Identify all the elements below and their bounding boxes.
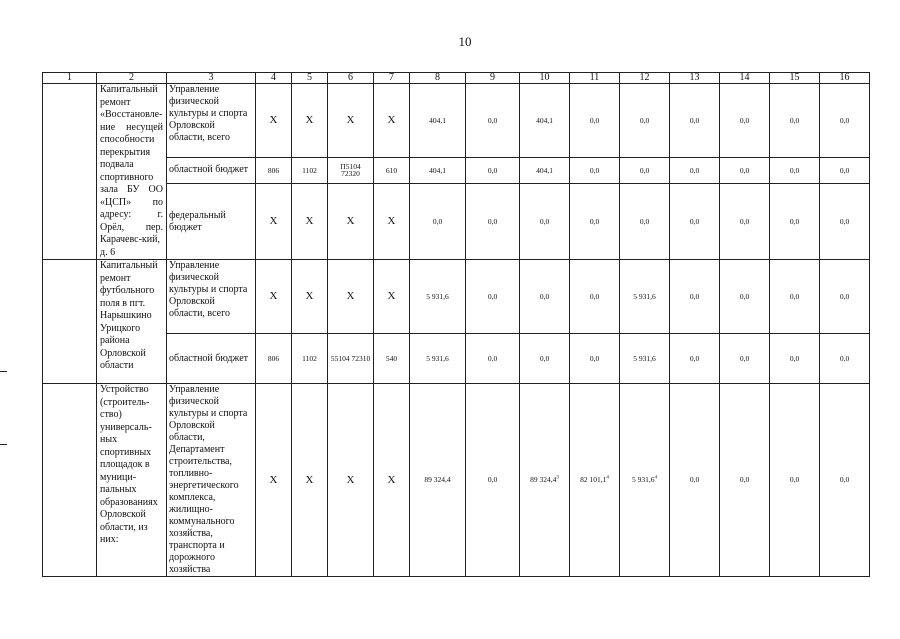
footnote-ref: 4: [606, 475, 609, 481]
value-cell: 0,0: [466, 84, 520, 158]
empty-cell: [43, 84, 97, 260]
table-row: [43, 184, 870, 260]
value-text: 89 324,4: [530, 475, 557, 485]
kbk-cell: Х: [256, 260, 292, 334]
column-number: 15: [770, 73, 820, 84]
kbk-cell: Х: [328, 184, 374, 260]
value-cell: 0,0: [670, 384, 720, 577]
value-cell: [620, 384, 670, 577]
column-number: 16: [820, 73, 870, 84]
value-cell: 5 931,6: [410, 334, 466, 384]
table-row: [43, 260, 870, 334]
kbk-cell: 55104 72310: [328, 334, 374, 384]
column-number: 1: [43, 73, 97, 84]
object-name: Капитальный ремонт «Восстановле-ние несущей способности перекрытия подвала спортивного зала БУ ОО «ЦСП» по адресу: г. Орёл, пер. Карачевс-кий, д. 6: [97, 84, 167, 260]
value-cell: 0,0: [720, 157, 770, 184]
owner-cell: Управление физической культуры и спорта Орловской области, всего: [167, 260, 256, 334]
value-text: 5 931,6: [632, 475, 655, 485]
column-number: 4: [256, 73, 292, 84]
value-cell: 0,0: [770, 157, 820, 184]
kbk-cell: Х: [292, 184, 328, 260]
object-name: Устройство (строитель-ство) универсаль-ных спортивных площадок в муници-пальных образованиях Орловской области, из них:: [97, 384, 167, 577]
kbk-cell: 540: [374, 334, 410, 384]
value-cell: 0,0: [620, 184, 670, 260]
value-cell: 0,0: [670, 157, 720, 184]
owner-cell: областной бюджет: [167, 157, 256, 184]
object-name: Капитальный ремонт футбольного поля в пгт. Нарышкино Урицкого района Орловской области: [97, 260, 167, 384]
value-cell: 0,0: [466, 334, 520, 384]
value-cell: 404,1: [520, 157, 570, 184]
table-row: [43, 384, 870, 577]
value-cell: 0,0: [770, 384, 820, 577]
kbk-cell: Х: [292, 260, 328, 334]
margin-mark: [0, 444, 7, 445]
kbk-cell: Х: [292, 84, 328, 158]
value-cell: 0,0: [466, 260, 520, 334]
column-number: 5: [292, 73, 328, 84]
value-cell: 0,0: [570, 184, 620, 260]
value-cell: 0,0: [720, 334, 770, 384]
owner-cell: федеральный бюджет: [167, 184, 256, 260]
value-cell: 0,0: [670, 84, 720, 158]
value-cell: 0,0: [720, 260, 770, 334]
value-cell: 0,0: [720, 184, 770, 260]
column-number: 6: [328, 73, 374, 84]
column-number: 8: [410, 73, 466, 84]
value-cell: 0,0: [820, 184, 870, 260]
kbk-cell: П5104 72320: [328, 157, 374, 184]
owner-cell: Управление физической культуры и спорта Орловской области, всего: [167, 84, 256, 158]
value-cell: 0,0: [620, 84, 670, 158]
kbk-cell: Х: [328, 84, 374, 158]
value-cell: 0,0: [770, 84, 820, 158]
column-number: 12: [620, 73, 670, 84]
value-cell: 0,0: [520, 184, 570, 260]
margin-mark: [0, 371, 7, 372]
value-cell: 404,1: [520, 84, 570, 158]
column-number: 10: [520, 73, 570, 84]
kbk-cell: Х: [328, 260, 374, 334]
value-cell: [570, 384, 620, 577]
kbk-cell: 610: [374, 157, 410, 184]
value-cell: 0,0: [670, 334, 720, 384]
value-cell: 0,0: [820, 84, 870, 158]
value-cell: 0,0: [570, 260, 620, 334]
value-cell: 5 931,6: [620, 260, 670, 334]
value-cell: 89 324,4: [410, 384, 466, 577]
budget-table: [42, 72, 870, 577]
kbk-cell: Х: [256, 84, 292, 158]
value-cell: 0,0: [770, 184, 820, 260]
kbk-cell: Х: [374, 260, 410, 334]
value-cell: 0,0: [820, 260, 870, 334]
column-number: 3: [167, 73, 256, 84]
value-cell: 0,0: [820, 157, 870, 184]
value-cell: 0,0: [720, 84, 770, 158]
value-cell: 0,0: [410, 184, 466, 260]
value-cell: 0,0: [670, 260, 720, 334]
empty-cell: [43, 260, 97, 384]
value-cell: 0,0: [520, 260, 570, 334]
kbk-cell: Х: [328, 384, 374, 577]
value-cell: 0,0: [466, 184, 520, 260]
kbk-cell: Х: [292, 384, 328, 577]
table-row: [43, 334, 870, 384]
header-row: [43, 73, 870, 84]
column-number: 13: [670, 73, 720, 84]
table-row: [43, 157, 870, 184]
kbk-cell: Х: [256, 384, 292, 577]
value-cell: 0,0: [466, 384, 520, 577]
value-cell: 0,0: [820, 334, 870, 384]
column-number: 9: [466, 73, 520, 84]
empty-cell: [43, 384, 97, 577]
value-cell: 404,1: [410, 157, 466, 184]
column-number: 2: [97, 73, 167, 84]
value-cell: 0,0: [770, 260, 820, 334]
kbk-cell: 1102: [292, 157, 328, 184]
column-number: 7: [374, 73, 410, 84]
value-cell: [520, 384, 570, 577]
value-cell: 0,0: [820, 384, 870, 577]
value-cell: 0,0: [620, 157, 670, 184]
column-number: 11: [570, 73, 620, 84]
owner-cell: Управление физической культуры и спорта Орловской области, Департамент строительства, топливно-энергетического комплекса, жилищно-коммунального хозяйства, транспорта и дорожного хозяйства: [167, 384, 256, 577]
value-cell: 0,0: [720, 384, 770, 577]
value-cell: 404,1: [410, 84, 466, 158]
kbk-cell: Х: [374, 384, 410, 577]
value-cell: 0,0: [570, 84, 620, 158]
kbk-cell: Х: [374, 184, 410, 260]
value-cell: 0,0: [770, 334, 820, 384]
column-number: 14: [720, 73, 770, 84]
value-cell: 0,0: [570, 157, 620, 184]
value-cell: 5 931,6: [620, 334, 670, 384]
kbk-cell: 806: [256, 334, 292, 384]
kbk-cell: Х: [374, 84, 410, 158]
value-cell: 0,0: [520, 334, 570, 384]
page-number: 10: [458, 34, 472, 49]
value-text: 82 101,1: [580, 475, 607, 485]
owner-cell: областной бюджет: [167, 334, 256, 384]
footnote-ref: 4: [654, 475, 657, 481]
value-cell: 0,0: [670, 184, 720, 260]
kbk-cell: 1102: [292, 334, 328, 384]
kbk-cell: 806: [256, 157, 292, 184]
kbk-cell: Х: [256, 184, 292, 260]
value-cell: 5 931,6: [410, 260, 466, 334]
footnote-ref: 3: [556, 475, 559, 481]
table-row: [43, 84, 870, 158]
value-cell: 0,0: [570, 334, 620, 384]
value-cell: 0,0: [466, 157, 520, 184]
